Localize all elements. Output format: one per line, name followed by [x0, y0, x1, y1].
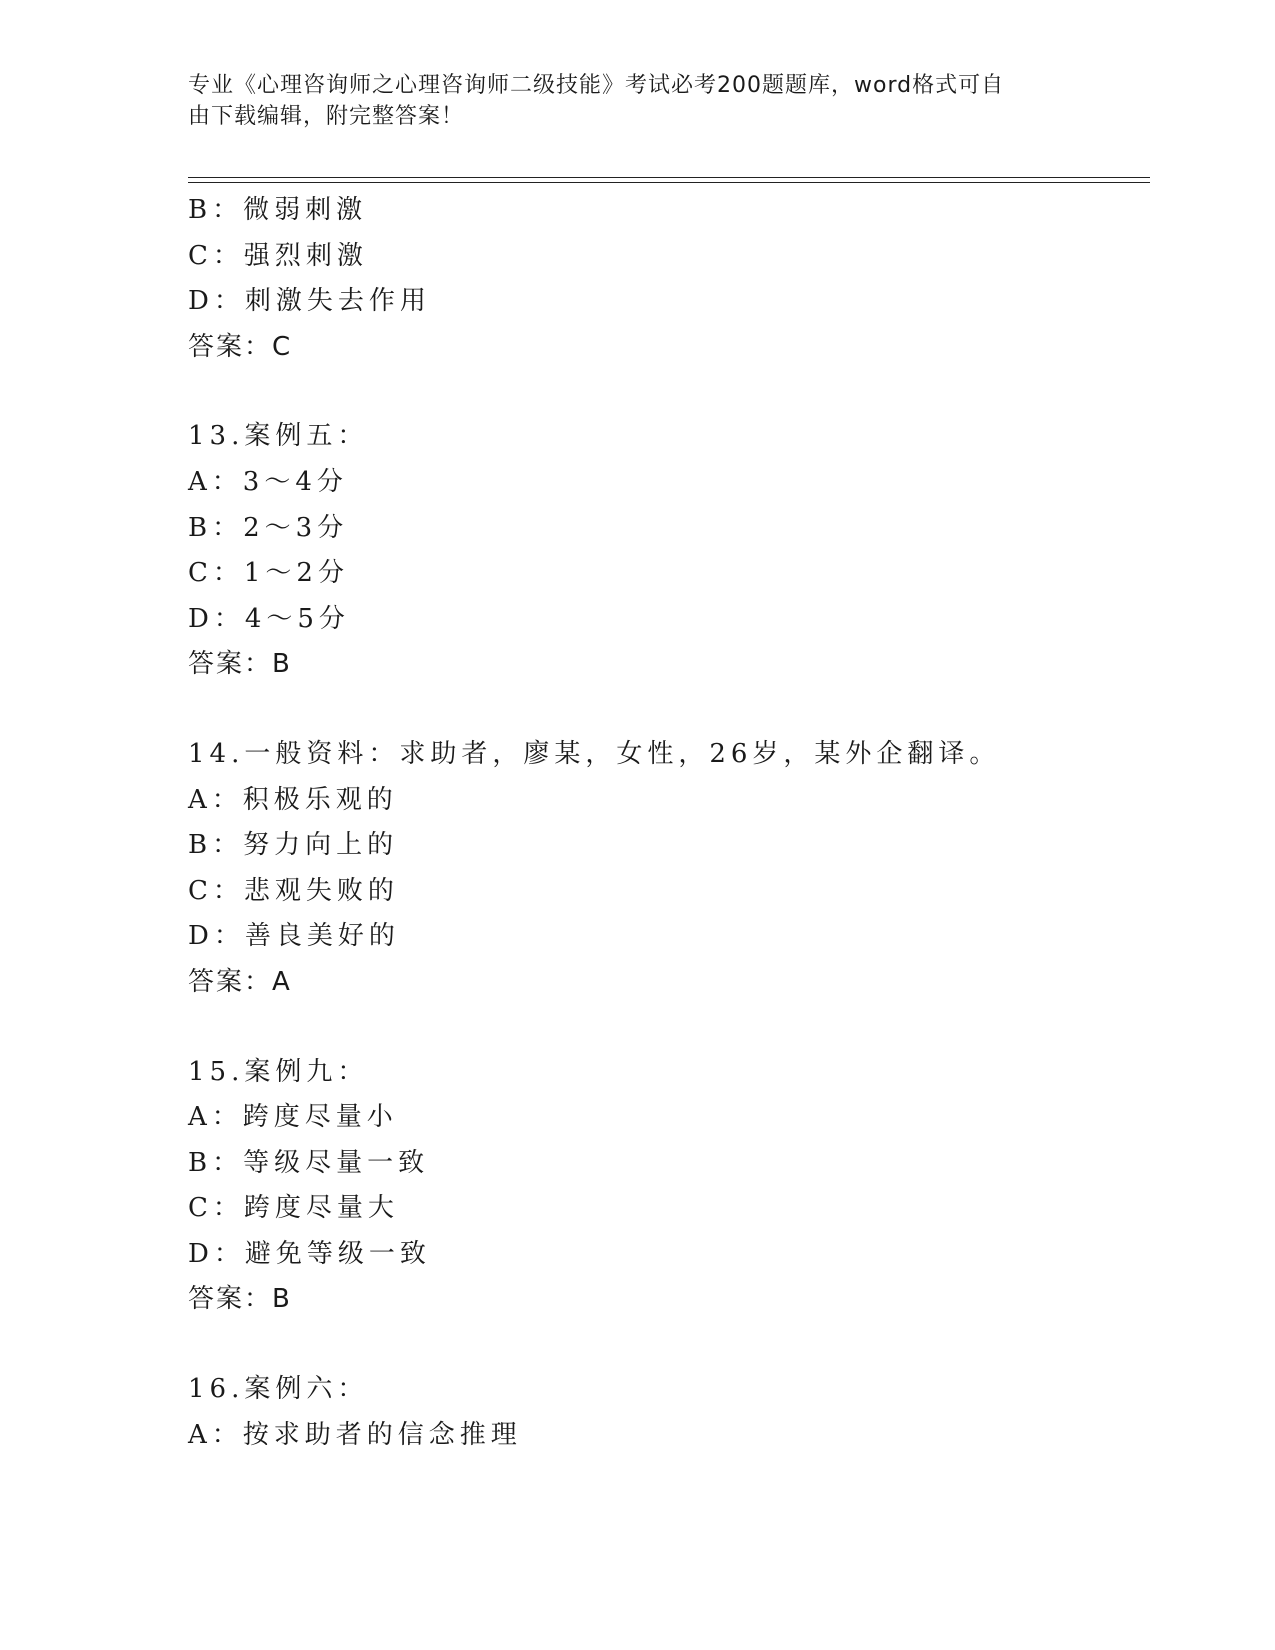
- question-list: [188, 188, 1148, 1458]
- question-title: 14.一般资料：求助者，廖某，女性，26岁，某外企翻译。: [188, 738, 1001, 769]
- answer-line: 答案：A: [188, 966, 292, 997]
- option-a: A：3～4分: [188, 466, 348, 497]
- option-b: B：努力向上的: [188, 830, 399, 861]
- question-title: 15.案例九：: [188, 1056, 369, 1087]
- document-header: [188, 70, 1068, 132]
- option-d: D：刺激失去作用: [188, 286, 431, 317]
- question-block: [188, 1367, 1148, 1458]
- question-title: 16.案例六：: [188, 1374, 369, 1405]
- header-line-2: 由下载编辑，附完整答案！: [188, 104, 465, 129]
- header-line-1: 专业《心理咨询师之心理咨询师二级技能》考试必考200题题库，word格式可自: [188, 73, 1005, 98]
- option-b: B：等级尽量一致: [188, 1147, 430, 1178]
- block-spacer: [188, 370, 1148, 414]
- option-c: C：跨度尽量大: [188, 1193, 399, 1224]
- block-spacer: [188, 688, 1148, 732]
- question-block: [188, 414, 1148, 688]
- question-title: 13.案例五：: [188, 421, 369, 452]
- option-d: D：善良美好的: [188, 921, 400, 952]
- header-rule-top: [188, 177, 1150, 178]
- block-spacer: [188, 1006, 1148, 1050]
- answer-line: 答案：C: [188, 331, 293, 362]
- option-c: C：悲观失败的: [188, 875, 399, 906]
- block-spacer: [188, 1323, 1148, 1367]
- option-d: D：避免等级一致: [188, 1238, 431, 1269]
- question-block: [188, 188, 1148, 370]
- option-b: B：微弱刺激: [188, 195, 368, 225]
- question-block: [188, 732, 1148, 1006]
- option-c: C：1～2分: [188, 558, 349, 589]
- option-c: C：强烈刺激: [188, 240, 368, 271]
- option-d: D：4～5分: [188, 603, 350, 634]
- option-b: B：2～3分: [188, 512, 349, 543]
- option-a: A：积极乐观的: [188, 784, 398, 815]
- question-block: [188, 1050, 1148, 1324]
- option-a: A：按求助者的信念推理: [188, 1419, 522, 1450]
- answer-line: 答案：B: [188, 1284, 292, 1315]
- header-rule-bottom: [188, 182, 1150, 183]
- answer-line: 答案：B: [188, 649, 292, 680]
- option-a: A：跨度尽量小: [188, 1102, 398, 1133]
